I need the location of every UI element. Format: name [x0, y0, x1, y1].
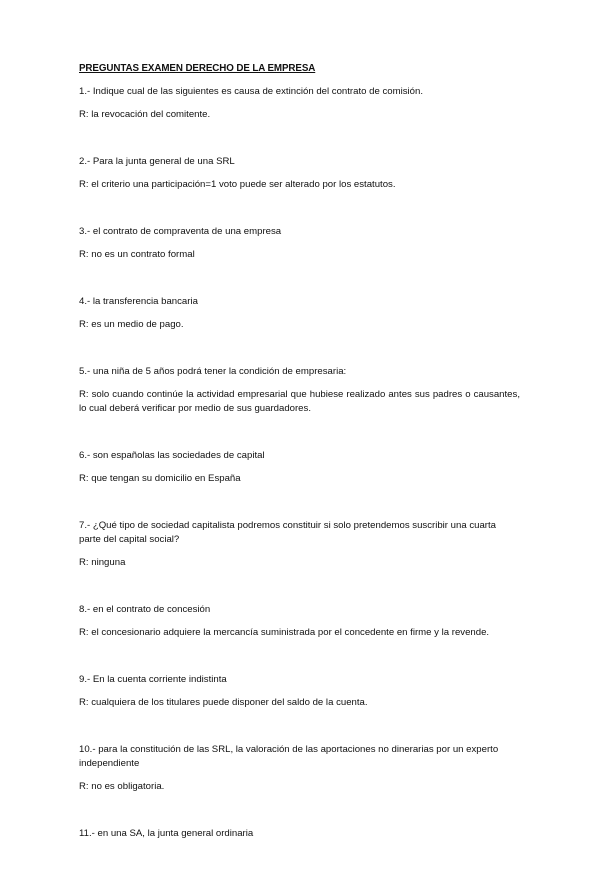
question-block-6 — [79, 449, 520, 486]
question-text: 11.- en una SA, la junta general ordinaria — [79, 828, 254, 839]
answer-text: R: es un medio de pago. — [79, 319, 184, 330]
question-text: 10.- para la constitución de las SRL, la valoración de las aportaciones no dinerarias por un experto independiente — [79, 744, 499, 769]
question-text: 6.- son españolas las sociedades de capital — [79, 450, 265, 461]
question-block-8 — [79, 603, 520, 640]
answer-text: R: que tengan su domicilio en España — [79, 473, 241, 484]
question-text: 3.- el contrato de compraventa de una empresa — [79, 226, 282, 237]
answer-text: R: cualquiera de los titulares puede disponer del saldo de la cuenta. — [79, 697, 368, 708]
answer-text: R: la revocación del comitente. — [79, 109, 211, 120]
question-text: 4.- la transferencia bancaria — [79, 296, 198, 307]
question-text: 7.- ¿Qué tipo de sociedad capitalista podremos constituir si solo pretendemos suscribir una cuarta parte del capital social? — [79, 520, 497, 545]
question-block-5 — [79, 365, 520, 416]
answer-text: R: el concesionario adquiere la mercancía suministrada por el concedente en firme y la revende. — [79, 627, 490, 638]
document-page — [79, 62, 520, 874]
answer-text: R: solo cuando continúe la actividad empresarial que hubiese realizado antes sus padres o causantes, lo cual deberá verificar por medio de sus guardadores. — [79, 389, 520, 414]
question-block-1 — [79, 85, 520, 122]
question-text: 1.- Indique cual de las siguientes es causa de extinción del contrato de comisión. — [79, 86, 423, 97]
answer-text: R: no es un contrato formal — [79, 249, 195, 260]
question-text: 8.- en el contrato de concesión — [79, 604, 211, 615]
question-block-3 — [79, 225, 520, 262]
question-text: 2.- Para la junta general de una SRL — [79, 156, 235, 167]
question-text: 5.- una niña de 5 años podrá tener la condición de empresaria: — [79, 366, 347, 377]
question-block-2 — [79, 155, 520, 192]
document-title: PREGUNTAS EXAMEN DERECHO DE LA EMPRESA — [79, 63, 316, 74]
answer-text: R: el criterio una participación=1 voto puede ser alterado por los estatutos. — [79, 179, 396, 190]
question-block-9 — [79, 673, 520, 710]
question-block-4 — [79, 295, 520, 332]
question-block-10 — [79, 743, 520, 794]
answer-text: R: no es obligatoria. — [79, 781, 165, 792]
question-text: 9.- En la cuenta corriente indistinta — [79, 674, 227, 685]
answer-text: R: ninguna — [79, 557, 126, 568]
question-block-7 — [79, 519, 520, 570]
question-block-11 — [79, 827, 520, 841]
